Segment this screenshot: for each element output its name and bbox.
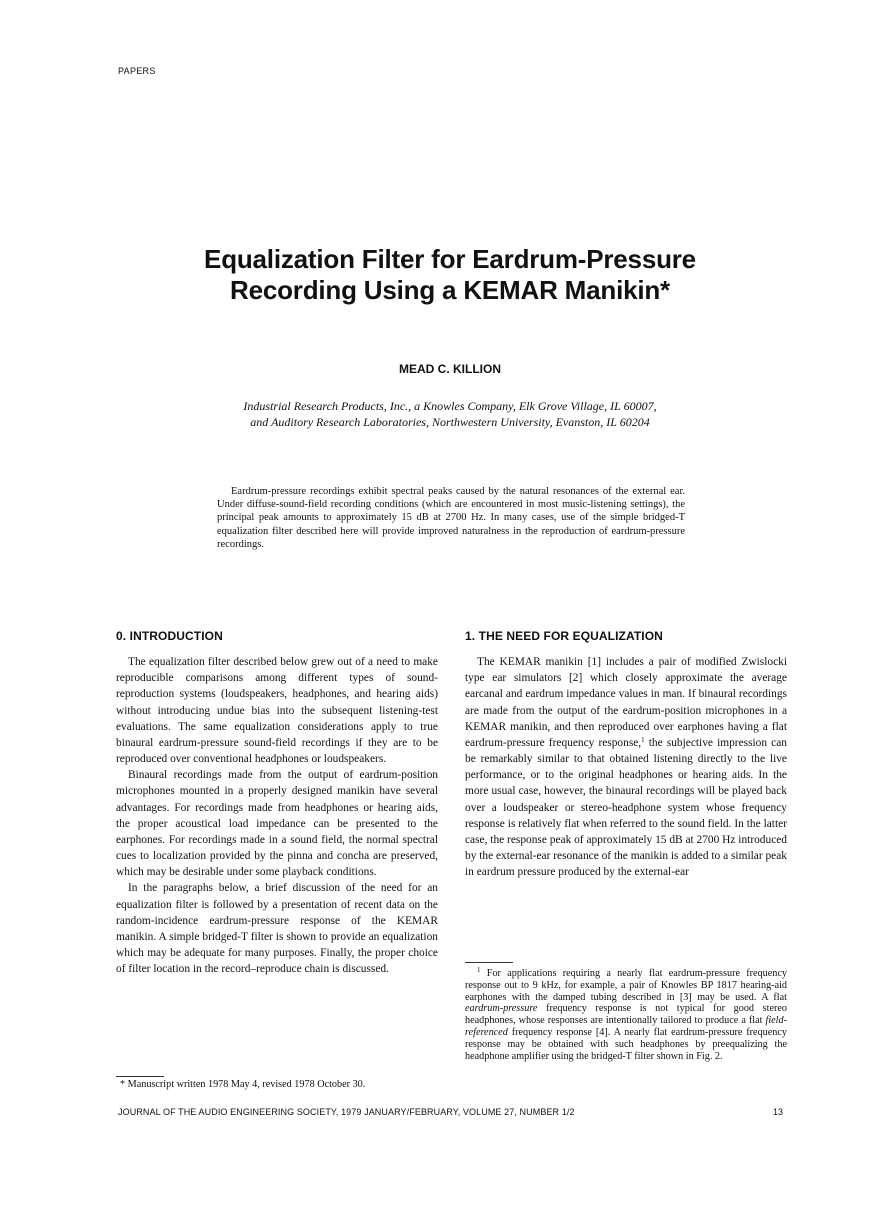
- paper-title: [120, 244, 780, 306]
- abstract: Eardrum-pressure recordings exhibit spectral peaks caused by the natural resonances of the external ear. Under diffuse-sound-field recording conditions (which are encountered in most music-listening settings), the principal peak amounts to approximately 15 dB at 2700 Hz. In many cases, use of the simple bridged-T equalization filter described here will provide improved naturalness in the reproduction of eardrum-pressure recordings.: [217, 486, 685, 550]
- paragraph-text-part-1: The KEMAR manikin [1] includes a pair of modified Zwislocki type ear simulators [2] which closely approximate the average earcanal and eardrum impedance values in man. If binaural recordings are made from the output of the eardrum-position microphones in a KEMAR manikin, and then reproduced over earphones having a flat eardrum-pressure frequency response,: [465, 656, 787, 749]
- footnote-manuscript-dates: * Manuscript written 1978 May 4, revised 1978 October 30.: [120, 1079, 366, 1090]
- intro-paragraph-3: In the paragraphs below, a brief discussion of the need for an equalization filter is followed by a presentation of recent data on the random-incidence eardrum-pressure response of the KEMAR manikin. A simple bridged-T filter is shown to provide an equalization which may be adequate for many purposes. Finally, the proper choice of filter location in the record–reproduce chain is discussed.: [116, 882, 438, 976]
- author-name: MEAD C. KILLION: [399, 362, 501, 376]
- intro-paragraph-2: Binaural recordings made from the output of eardrum-position microphones mounted in a properly designed manikin have several advantages. For recordings made from headphones or hearing aids, the proper acoustical load impedance can be presented to the earphones. For recordings made in a sound field, the normal spectral cues to localization provided by the pinna and concha are preserved, which may be desirable under some playback conditions.: [116, 769, 438, 879]
- footnote-1-emphasis-b: field-referenced: [465, 1015, 787, 1038]
- affiliation-line-1: Industrial Research Products, Inc., a Knowles Company, Elk Grove Village, IL 60007,: [243, 399, 657, 413]
- equalization-paragraph-1: [465, 654, 787, 880]
- title-line-2: Recording Using a KEMAR Manikin*: [230, 275, 670, 305]
- footnote-1-text-b: frequency response is not typical for good stereo headphones, whose responses are intentionally tailored to produce a flat: [465, 1003, 787, 1027]
- journal-footer: JOURNAL OF THE AUDIO ENGINEERING SOCIETY, 1979 JANUARY/FEBRUARY, VOLUME 27, NUMBER 1/2: [118, 1107, 575, 1117]
- footnote-rule-left: [116, 1076, 164, 1077]
- right-column: [465, 628, 787, 880]
- footnote-1-mark: 1: [477, 966, 481, 974]
- footnote-rule-right: [465, 962, 513, 963]
- intro-paragraph-1: The equalization filter described below grew out of a need to make reproducible comparisons among different types of sound-reproduction systems (loudspeakers, headphones, and hearing aids) without introducing undue bias into the subsequent listening-test evaluations. The same equalization considerations apply to true binaural eardrum-pressure sound-field recordings if they are to be reproduced over conventional headphones or loudspeakers.: [116, 656, 438, 766]
- left-column: [116, 628, 438, 977]
- footnote-ref-1: 1: [641, 735, 645, 744]
- footnote-1-text-c: frequency response [4]. A nearly flat eardrum-pressure frequency response may be obtained with such headphones by preequalizing the headphone amplifier using the bridged-T filter shown in Fig. 2.: [465, 1026, 787, 1062]
- affiliation-line-2: and Auditory Research Laboratories, Northwestern University, Evanston, IL 60204: [250, 415, 650, 429]
- footnote-1-emphasis-a: eardrum-pressure: [465, 1003, 538, 1015]
- affiliation: [150, 398, 750, 430]
- paragraph-text-part-2: the subjective impression can be remarkably similar to that obtained listening directly to the live performance, or to the original headphones or hearing aids. In the more usual case, however, the binaural recordings will be played back over a loudspeaker or stereo-headphone system whose frequency response is relatively flat when referred to the sound field. In the latter case, the response peak of approximately 15 dB at 2700 Hz introduced by the external-ear resonance of the manikin is added to a similar peak in eardrum pressure produced by the external-ear: [465, 736, 788, 879]
- title-line-1: Equalization Filter for Eardrum-Pressure: [204, 244, 696, 274]
- section-heading-need-for-equalization: 1. THE NEED FOR EQUALIZATION: [465, 629, 663, 643]
- section-heading-introduction: 0. INTRODUCTION: [116, 629, 223, 643]
- running-header: PAPERS: [118, 66, 156, 76]
- page-number: 13: [773, 1107, 784, 1117]
- footnote-1: [465, 968, 787, 1062]
- footnote-1-text-a: For applications requiring a nearly flat eardrum-pressure frequency response out to 9 kHz, for example, a pair of Knowles BP 1817 hearing-aid earphones with the damped tubing described in [3] may be used. A flat: [465, 968, 787, 1003]
